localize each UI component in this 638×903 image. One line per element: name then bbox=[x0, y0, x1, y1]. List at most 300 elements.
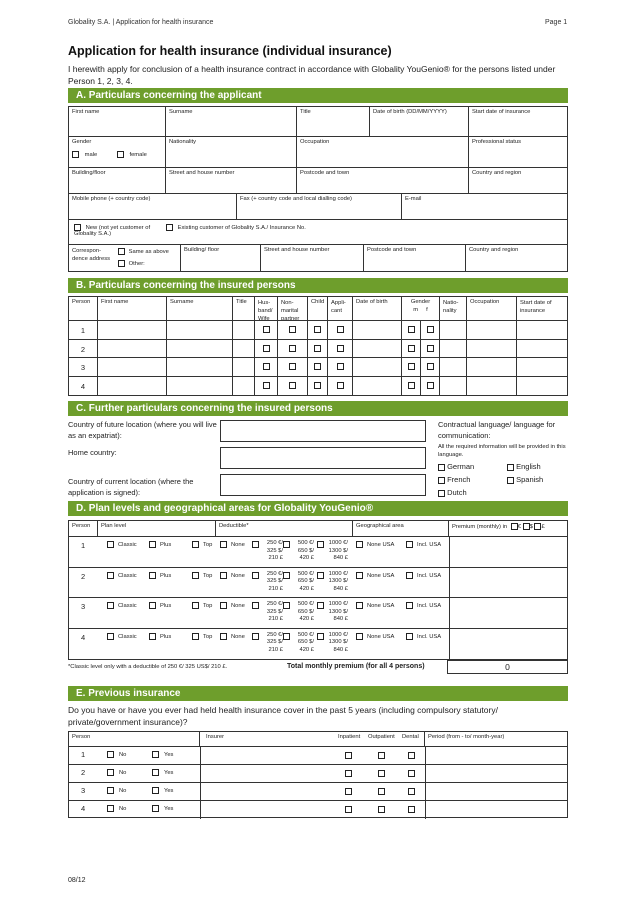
area-label: Incl. USA bbox=[417, 572, 442, 579]
person-option-checkbox[interactable] bbox=[408, 345, 415, 352]
b-cell bbox=[255, 358, 278, 377]
col-person bbox=[69, 297, 98, 321]
spanish-label: Spanish bbox=[516, 475, 544, 484]
deductible-checkbox[interactable] bbox=[317, 633, 324, 640]
intro-text: I herewith apply for conclusion of a health insurance contract in accordance with Globality YouGenio® for the persons listed under Person 1, 2, 3, 4. bbox=[68, 64, 556, 86]
col-gender bbox=[402, 297, 440, 321]
deductible-amount: 650 $/ bbox=[297, 608, 314, 615]
coverage-checkbox[interactable] bbox=[408, 788, 415, 795]
plan-label: Top bbox=[203, 633, 213, 640]
plan-option[interactable] bbox=[107, 572, 137, 579]
language-french[interactable] bbox=[438, 475, 470, 484]
person-option-checkbox[interactable] bbox=[263, 326, 270, 333]
b-cell[interactable] bbox=[167, 321, 233, 340]
deductible-checkbox[interactable] bbox=[317, 541, 324, 548]
b-cell[interactable] bbox=[467, 377, 517, 396]
no-checkbox[interactable] bbox=[107, 769, 114, 776]
current-location-label: Country of current location (where the application is signed): bbox=[68, 477, 194, 497]
area-option[interactable] bbox=[406, 633, 441, 640]
future-location-input[interactable] bbox=[220, 420, 426, 442]
professional-status-field[interactable] bbox=[469, 137, 567, 168]
b-cell[interactable] bbox=[517, 377, 567, 396]
deductible-none-checkbox[interactable] bbox=[220, 541, 227, 548]
corr-country-field[interactable] bbox=[466, 245, 567, 272]
current-location-input[interactable] bbox=[220, 474, 426, 496]
section-a-table bbox=[68, 106, 568, 272]
german-label: German bbox=[447, 462, 475, 471]
yes-option[interactable] bbox=[152, 787, 173, 794]
b-cell[interactable] bbox=[440, 340, 467, 359]
correspondence-address-cell bbox=[69, 245, 181, 272]
col-surname bbox=[167, 297, 233, 321]
occupation-field[interactable] bbox=[297, 137, 469, 168]
plan-checkbox[interactable] bbox=[149, 572, 156, 579]
yes-checkbox[interactable] bbox=[152, 787, 159, 794]
person-option-checkbox[interactable] bbox=[408, 363, 415, 370]
deductible-amounts bbox=[261, 540, 283, 563]
language-german[interactable] bbox=[438, 462, 474, 471]
language-dutch[interactable] bbox=[438, 488, 467, 497]
insurer-divider bbox=[200, 765, 201, 783]
no-checkbox[interactable] bbox=[107, 787, 114, 794]
no-option[interactable] bbox=[107, 751, 126, 758]
person-number: 1 bbox=[81, 541, 86, 550]
first-name-field[interactable] bbox=[69, 107, 166, 137]
b-cell[interactable] bbox=[440, 321, 467, 340]
deductible-amount: 250 €/ bbox=[266, 540, 283, 546]
premium-divider bbox=[449, 537, 450, 568]
french-label: French bbox=[447, 475, 471, 484]
col-gender-label: Gender bbox=[410, 299, 431, 305]
area-checkbox[interactable] bbox=[406, 633, 413, 640]
area-option[interactable] bbox=[406, 602, 441, 609]
b-cell bbox=[278, 340, 308, 359]
yes-option[interactable] bbox=[152, 751, 173, 758]
yes-option[interactable] bbox=[152, 769, 173, 776]
deductible-none-label: None bbox=[231, 633, 245, 640]
area-option[interactable] bbox=[356, 633, 394, 640]
building-floor-label: Building/floor bbox=[72, 170, 106, 176]
area-checkbox[interactable] bbox=[356, 541, 363, 548]
col-nationality bbox=[440, 297, 467, 321]
e-col-period bbox=[425, 732, 567, 747]
area-option[interactable] bbox=[356, 572, 394, 579]
deductible-amounts bbox=[292, 601, 314, 624]
male-checkbox[interactable] bbox=[72, 151, 79, 158]
deductible-none-option[interactable] bbox=[220, 633, 245, 640]
mobile-phone-field[interactable] bbox=[69, 194, 237, 220]
insurer-divider bbox=[200, 801, 201, 819]
yes-checkbox[interactable] bbox=[152, 751, 159, 758]
total-premium-value[interactable]: 0 bbox=[447, 660, 568, 674]
b-cell[interactable] bbox=[440, 358, 467, 377]
person-option-checkbox[interactable] bbox=[289, 326, 296, 333]
b-cell[interactable] bbox=[167, 358, 233, 377]
coverage-checkbox[interactable] bbox=[378, 788, 385, 795]
language-english[interactable] bbox=[507, 462, 541, 471]
b-cell[interactable] bbox=[98, 340, 167, 359]
professional-status-label: Professional status bbox=[472, 139, 521, 145]
no-label: No bbox=[119, 752, 127, 759]
street-field[interactable] bbox=[166, 168, 297, 194]
corr-postcode-label: Postcode and town bbox=[367, 247, 417, 253]
yes-option[interactable] bbox=[152, 805, 173, 812]
b-cell[interactable] bbox=[233, 358, 255, 377]
b-cell[interactable] bbox=[353, 340, 402, 359]
person-option-checkbox[interactable] bbox=[427, 345, 434, 352]
deductible-amount: 325 $/ bbox=[266, 639, 283, 645]
period-divider bbox=[425, 783, 426, 801]
deductible-checkbox[interactable] bbox=[283, 541, 290, 548]
plan-label: Top bbox=[203, 603, 213, 610]
area-checkbox[interactable] bbox=[406, 541, 413, 548]
col-first-name-label: First name bbox=[101, 299, 129, 305]
deductible-amount: 1300 $/ bbox=[328, 608, 348, 615]
postcode-field[interactable] bbox=[297, 168, 469, 194]
b-cell[interactable] bbox=[440, 377, 467, 396]
same-as-above-checkbox[interactable] bbox=[118, 248, 125, 255]
deductible-none-checkbox[interactable] bbox=[220, 633, 227, 640]
no-option[interactable] bbox=[107, 787, 126, 794]
area-checkbox[interactable] bbox=[356, 572, 363, 579]
coverage-checkbox[interactable] bbox=[345, 806, 352, 813]
person-option-checkbox[interactable] bbox=[427, 382, 434, 389]
plan-checkbox[interactable] bbox=[192, 541, 199, 548]
fax-label: Fax (+ country code and local dialling code) bbox=[240, 196, 352, 202]
deductible-amount: 840 £ bbox=[333, 555, 348, 561]
b-cell[interactable] bbox=[353, 358, 402, 377]
area-option[interactable] bbox=[356, 541, 394, 548]
person-option-checkbox[interactable] bbox=[337, 382, 344, 389]
deductible-checkbox[interactable] bbox=[283, 572, 290, 579]
d-col-area-label: Geographical area bbox=[356, 523, 404, 529]
plan-option[interactable] bbox=[192, 602, 212, 609]
no-option[interactable] bbox=[107, 769, 126, 776]
fax-field[interactable] bbox=[237, 194, 402, 220]
home-country-input[interactable] bbox=[220, 447, 426, 469]
country-field[interactable] bbox=[469, 168, 567, 194]
french-checkbox[interactable] bbox=[438, 477, 445, 484]
area-label: None USA bbox=[367, 572, 395, 579]
d-col-premium-label: Premium (monthly) in bbox=[452, 524, 508, 531]
area-checkbox[interactable] bbox=[356, 602, 363, 609]
email-field[interactable] bbox=[402, 194, 567, 220]
no-option[interactable] bbox=[107, 805, 126, 812]
deductible-amount: 420 £ bbox=[299, 585, 314, 592]
gender-label: Gender bbox=[72, 139, 92, 145]
date-of-birth-field[interactable] bbox=[370, 107, 469, 137]
person-option-checkbox[interactable] bbox=[289, 382, 296, 389]
no-checkbox[interactable] bbox=[107, 751, 114, 758]
coverage-checkbox[interactable] bbox=[408, 806, 415, 813]
deductible-none-label: None bbox=[231, 603, 245, 610]
plan-label: Top bbox=[203, 572, 213, 579]
deductible-none-option[interactable] bbox=[220, 572, 245, 579]
yes-checkbox[interactable] bbox=[152, 805, 159, 812]
currency-eur-checkbox[interactable] bbox=[511, 523, 518, 530]
b-cell[interactable] bbox=[353, 377, 402, 396]
deductible-checkbox[interactable] bbox=[252, 602, 259, 609]
area-checkbox[interactable] bbox=[406, 572, 413, 579]
section-c-heading: C. Further particulars concerning the insured persons bbox=[68, 401, 568, 416]
deductible-amount: 325 $/ bbox=[266, 608, 283, 615]
yes-label: Yes bbox=[164, 770, 174, 777]
plan-label: Plus bbox=[160, 633, 172, 640]
area-checkbox[interactable] bbox=[356, 633, 363, 640]
area-label: None USA bbox=[367, 542, 395, 549]
person-option-checkbox[interactable] bbox=[314, 382, 321, 389]
coverage-checkbox[interactable] bbox=[408, 752, 415, 759]
plan-checkbox[interactable] bbox=[107, 572, 114, 579]
no-label: No bbox=[119, 806, 127, 813]
start-date-field[interactable] bbox=[469, 107, 567, 137]
previous-insurance-row bbox=[69, 783, 567, 801]
coverage-checkbox[interactable] bbox=[408, 770, 415, 777]
b-cell[interactable] bbox=[98, 377, 167, 396]
first-name-label: First name bbox=[72, 109, 100, 115]
area-option[interactable] bbox=[356, 602, 394, 609]
corr-postcode-field[interactable] bbox=[364, 245, 466, 272]
b-cell bbox=[69, 321, 98, 340]
spanish-checkbox[interactable] bbox=[507, 477, 514, 484]
d-col-deductible bbox=[216, 521, 353, 537]
plan-checkbox[interactable] bbox=[149, 602, 156, 609]
area-label: Incl. USA bbox=[417, 633, 442, 640]
b-cell[interactable] bbox=[467, 358, 517, 377]
b-cell[interactable] bbox=[233, 340, 255, 359]
b-cell[interactable] bbox=[233, 377, 255, 396]
person-option-checkbox[interactable] bbox=[408, 326, 415, 333]
deductible-amounts bbox=[261, 632, 283, 655]
german-checkbox[interactable] bbox=[438, 464, 445, 471]
plan-label: Top bbox=[203, 542, 213, 549]
person-option-checkbox[interactable] bbox=[427, 326, 434, 333]
b-cell bbox=[328, 340, 353, 359]
coverage-checkbox[interactable] bbox=[345, 752, 352, 759]
plan-option[interactable] bbox=[149, 541, 171, 548]
previous-insurance-row bbox=[69, 747, 567, 765]
deductible-amount: 500 €/ bbox=[297, 601, 314, 607]
plan-option[interactable] bbox=[192, 633, 212, 640]
e-col-person-label: Person bbox=[72, 734, 91, 740]
deductible-none-checkbox[interactable] bbox=[220, 602, 227, 609]
person-option-checkbox[interactable] bbox=[289, 363, 296, 370]
person-number: 2 bbox=[81, 571, 86, 581]
person-option-checkbox[interactable] bbox=[408, 382, 415, 389]
deductible-none-option[interactable] bbox=[220, 541, 245, 548]
area-option[interactable] bbox=[406, 541, 441, 548]
person-option-checkbox[interactable] bbox=[337, 326, 344, 333]
deductible-none-checkbox[interactable] bbox=[220, 572, 227, 579]
deductible-checkbox[interactable] bbox=[283, 633, 290, 640]
language-spanish[interactable] bbox=[507, 475, 543, 484]
col-applicant bbox=[328, 297, 353, 321]
plan-option[interactable] bbox=[149, 633, 171, 640]
area-checkbox[interactable] bbox=[406, 602, 413, 609]
coverage-checkbox[interactable] bbox=[345, 770, 352, 777]
deductible-checkbox[interactable] bbox=[317, 602, 324, 609]
b-cell[interactable] bbox=[517, 340, 567, 359]
plan-checkbox[interactable] bbox=[107, 541, 114, 548]
person-option-checkbox[interactable] bbox=[314, 363, 321, 370]
gender-field bbox=[69, 137, 166, 168]
deductible-amounts bbox=[326, 632, 348, 655]
plan-option[interactable] bbox=[107, 633, 137, 640]
deductible-amounts bbox=[292, 540, 314, 563]
person-option-checkbox[interactable] bbox=[289, 345, 296, 352]
postcode-label: Postcode and town bbox=[300, 170, 350, 176]
page-header-title: Globality S.A. | Application for health insurance bbox=[68, 19, 214, 26]
area-label: Incl. USA bbox=[417, 603, 442, 610]
plan-option[interactable] bbox=[107, 602, 137, 609]
col-title bbox=[233, 297, 255, 321]
d-col-premium bbox=[449, 521, 567, 537]
person-number: 3 bbox=[81, 786, 86, 795]
b-cell bbox=[278, 377, 308, 396]
person-option-checkbox[interactable] bbox=[263, 345, 270, 352]
currency-usd-checkbox[interactable] bbox=[523, 523, 530, 530]
e-col-period-label: Period (from - to/ month-year) bbox=[428, 734, 505, 740]
b-cell[interactable] bbox=[167, 340, 233, 359]
person-option-checkbox[interactable] bbox=[337, 363, 344, 370]
e-col-outpatient-label: Outpatient bbox=[368, 734, 395, 740]
b-cell[interactable] bbox=[98, 321, 167, 340]
plan-option[interactable] bbox=[192, 541, 212, 548]
plan-checkbox[interactable] bbox=[149, 541, 156, 548]
col-dob-label: Date of birth bbox=[356, 299, 388, 305]
no-label: No bbox=[119, 788, 127, 795]
col-applicant-label: Appli-cant bbox=[331, 300, 346, 314]
deductible-checkbox[interactable] bbox=[283, 602, 290, 609]
dutch-checkbox[interactable] bbox=[438, 490, 445, 497]
previous-insurance-row bbox=[69, 801, 567, 819]
section-b-heading: B. Particulars concerning the insured persons bbox=[68, 278, 568, 293]
premium-divider bbox=[449, 568, 450, 599]
b-cell[interactable] bbox=[517, 321, 567, 340]
deductible-checkbox[interactable] bbox=[252, 541, 259, 548]
b-cell bbox=[421, 358, 440, 377]
deductible-footnote: *Classic level only with a deductible of 250 €/ 325 US$/ 210 £. bbox=[68, 664, 228, 670]
surname-field[interactable] bbox=[166, 107, 297, 137]
deductible-amount: 1300 $/ bbox=[328, 547, 348, 554]
b-cell[interactable] bbox=[517, 358, 567, 377]
b-cell[interactable] bbox=[98, 358, 167, 377]
person-option-checkbox[interactable] bbox=[263, 382, 270, 389]
insurer-divider bbox=[200, 747, 201, 765]
section-b-table bbox=[68, 296, 568, 396]
corr-building-field[interactable] bbox=[181, 245, 261, 272]
person-option-checkbox[interactable] bbox=[263, 363, 270, 370]
d-col-person bbox=[69, 521, 98, 537]
other-address-checkbox[interactable] bbox=[118, 260, 125, 267]
b-cell bbox=[69, 358, 98, 377]
plan-checkbox[interactable] bbox=[107, 602, 114, 609]
english-label: English bbox=[516, 462, 541, 471]
plan-checkbox[interactable] bbox=[192, 602, 199, 609]
plan-checkbox[interactable] bbox=[192, 633, 199, 640]
existing-customer-checkbox[interactable] bbox=[166, 224, 173, 231]
person-option-checkbox[interactable] bbox=[337, 345, 344, 352]
deductible-checkbox[interactable] bbox=[252, 633, 259, 640]
nationality-field[interactable] bbox=[166, 137, 297, 168]
b-cell bbox=[278, 321, 308, 340]
person-number: 3 bbox=[80, 363, 86, 372]
coverage-checkbox[interactable] bbox=[378, 806, 385, 813]
plan-checkbox[interactable] bbox=[192, 572, 199, 579]
b-cell[interactable] bbox=[467, 321, 517, 340]
b-cell bbox=[255, 321, 278, 340]
surname-label: Surname bbox=[169, 109, 193, 115]
b-cell bbox=[328, 377, 353, 396]
deductible-amount: 210 £ bbox=[268, 616, 283, 622]
person-number: 1 bbox=[81, 750, 86, 759]
plan-checkbox[interactable] bbox=[149, 633, 156, 640]
deductible-amount: 1000 €/ bbox=[328, 540, 348, 546]
deductible-amount: 420 £ bbox=[299, 646, 314, 653]
person-option-checkbox[interactable] bbox=[427, 363, 434, 370]
no-checkbox[interactable] bbox=[107, 805, 114, 812]
email-label: E-mail bbox=[405, 196, 422, 202]
b-cell bbox=[308, 321, 328, 340]
plan-option[interactable] bbox=[149, 572, 171, 579]
person-option-checkbox[interactable] bbox=[314, 326, 321, 333]
deductible-none-option[interactable] bbox=[220, 602, 245, 609]
deductible-checkbox[interactable] bbox=[317, 572, 324, 579]
person-number: 3 bbox=[81, 602, 86, 611]
same-as-above-label: Same as above bbox=[128, 249, 169, 256]
d-col-plan-label: Plan level bbox=[101, 523, 127, 529]
female-checkbox[interactable] bbox=[117, 151, 124, 158]
gender-m-label: m bbox=[413, 307, 419, 313]
area-label: None USA bbox=[367, 603, 395, 610]
deductible-amounts bbox=[292, 632, 314, 655]
coverage-checkbox[interactable] bbox=[345, 788, 352, 795]
b-cell bbox=[421, 321, 440, 340]
col-date-of-birth bbox=[353, 297, 402, 321]
deductible-checkbox[interactable] bbox=[252, 572, 259, 579]
coverage-checkbox[interactable] bbox=[378, 752, 385, 759]
new-customer-checkbox[interactable] bbox=[74, 224, 81, 231]
area-option[interactable] bbox=[406, 572, 441, 579]
plan-row bbox=[69, 629, 567, 660]
person-option-checkbox[interactable] bbox=[314, 345, 321, 352]
title-field[interactable] bbox=[297, 107, 370, 137]
plan-label: Plus bbox=[160, 603, 172, 610]
english-checkbox[interactable] bbox=[507, 464, 514, 471]
plan-option[interactable] bbox=[149, 602, 171, 609]
no-label: No bbox=[119, 770, 127, 777]
plan-option[interactable] bbox=[107, 541, 137, 548]
plan-option[interactable] bbox=[192, 572, 212, 579]
b-cell[interactable] bbox=[353, 321, 402, 340]
col-start-date-label: Start date of insurance bbox=[520, 300, 552, 314]
b-cell[interactable] bbox=[233, 321, 255, 340]
deductible-amount: 650 $/ bbox=[297, 547, 314, 554]
yes-checkbox[interactable] bbox=[152, 769, 159, 776]
plan-checkbox[interactable] bbox=[107, 633, 114, 640]
deductible-amount: 250 €/ bbox=[266, 570, 283, 577]
insurer-divider bbox=[200, 783, 201, 801]
b-cell[interactable] bbox=[467, 340, 517, 359]
corr-street-field[interactable] bbox=[261, 245, 364, 272]
deductible-amount: 650 $/ bbox=[297, 639, 314, 645]
building-floor-field[interactable] bbox=[69, 168, 166, 194]
b-cell[interactable] bbox=[167, 377, 233, 396]
start-date-label: Start date of insurance bbox=[472, 109, 531, 115]
currency-gbp-label: £ bbox=[541, 524, 545, 531]
col-person-label: Person bbox=[72, 299, 91, 305]
coverage-checkbox[interactable] bbox=[378, 770, 385, 777]
